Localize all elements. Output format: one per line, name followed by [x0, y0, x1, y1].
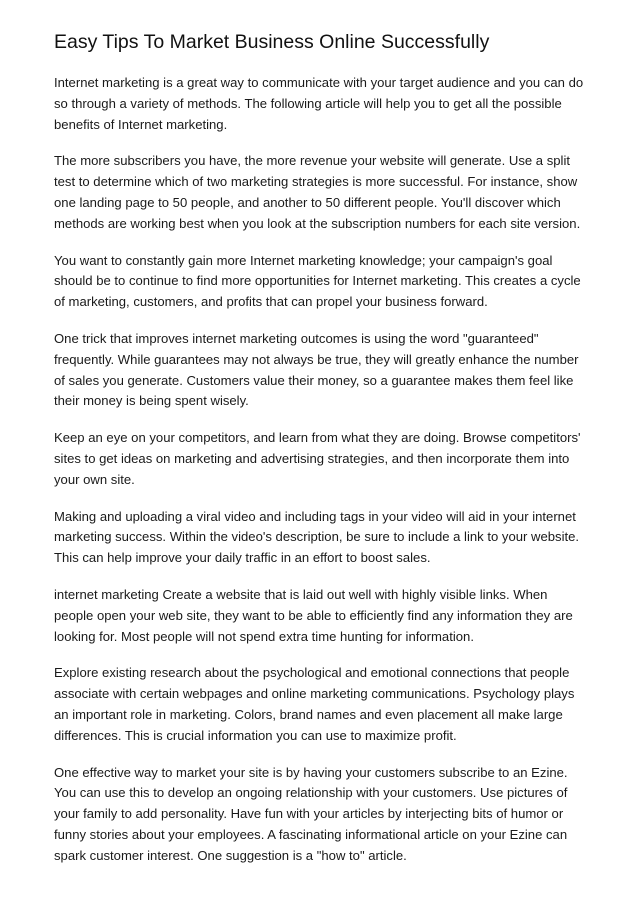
paragraph: Internet marketing is a great way to communicate with your target audience and you can do so through a variety of methods. The following article will help you to get all the possible benefits of Internet marketing.: [54, 75, 584, 132]
paragraph: internet marketing Create a website that is laid out well with highly visible links. When people open your web site, they want to be able to efficiently find any information they are looking for. Most people will not spend extra time hunting for information.: [54, 586, 573, 644]
document-title: Easy Tips To Market Business Online Successfully: [54, 31, 490, 53]
paragraph: Making and uploading a viral video and including tags in your video will aid in your internet marketing success. Within the video's description, be sure to include a link to your website. This can help improve your daily traffic in an effort to boost sales.: [54, 508, 580, 566]
document-page: [54, 0, 590, 867]
paragraph: You want to constantly gain more Internet marketing knowledge; your campaign's goal should be to continue to find more opportunities for Internet marketing. This creates a cycle of marketing, customers, and profits that can propel your business forward.: [54, 252, 581, 310]
paragraph: Explore existing research about the psychological and emotional connections that people associate with certain webpages and online marketing communications. Psychology plays an important role in marketing. Colors, brand names and even placement all make large differences. This is crucial information you can use to maximize profit.: [54, 665, 575, 743]
paragraph: One effective way to market your site is by having your customers subscribe to an Ezine. You can use this to develop an ongoing relationship with your customers. Use pictures of your family to add personality. Have fun with your articles by interjecting bits of humor or funny stories about your employees. A fascinating informational article on your Ezine can spark customer interest. One suggestion is a "how to" article.: [54, 764, 568, 863]
paragraph: The more subscribers you have, the more revenue your website will generate. Use a split test to determine which of two marketing strategies is more successful. For instance, show one landing page to 50 people, and another to 50 different people. You'll discover which methods are working best when you look at the subscription numbers for each site version.: [54, 153, 581, 231]
paragraph: One trick that improves internet marketing outcomes is using the word "guaranteed" frequently. While guarantees may not always be true, they will greatly enhance the number of sales you generate. Customers value their money, so a guarantee makes them feel like their money is being spent wisely.: [54, 330, 579, 409]
paragraph: Keep an eye on your competitors, and learn from what they are doing. Browse competitors' sites to get ideas on marketing and advertising strategies, and then incorporate them into your own site.: [54, 430, 581, 487]
